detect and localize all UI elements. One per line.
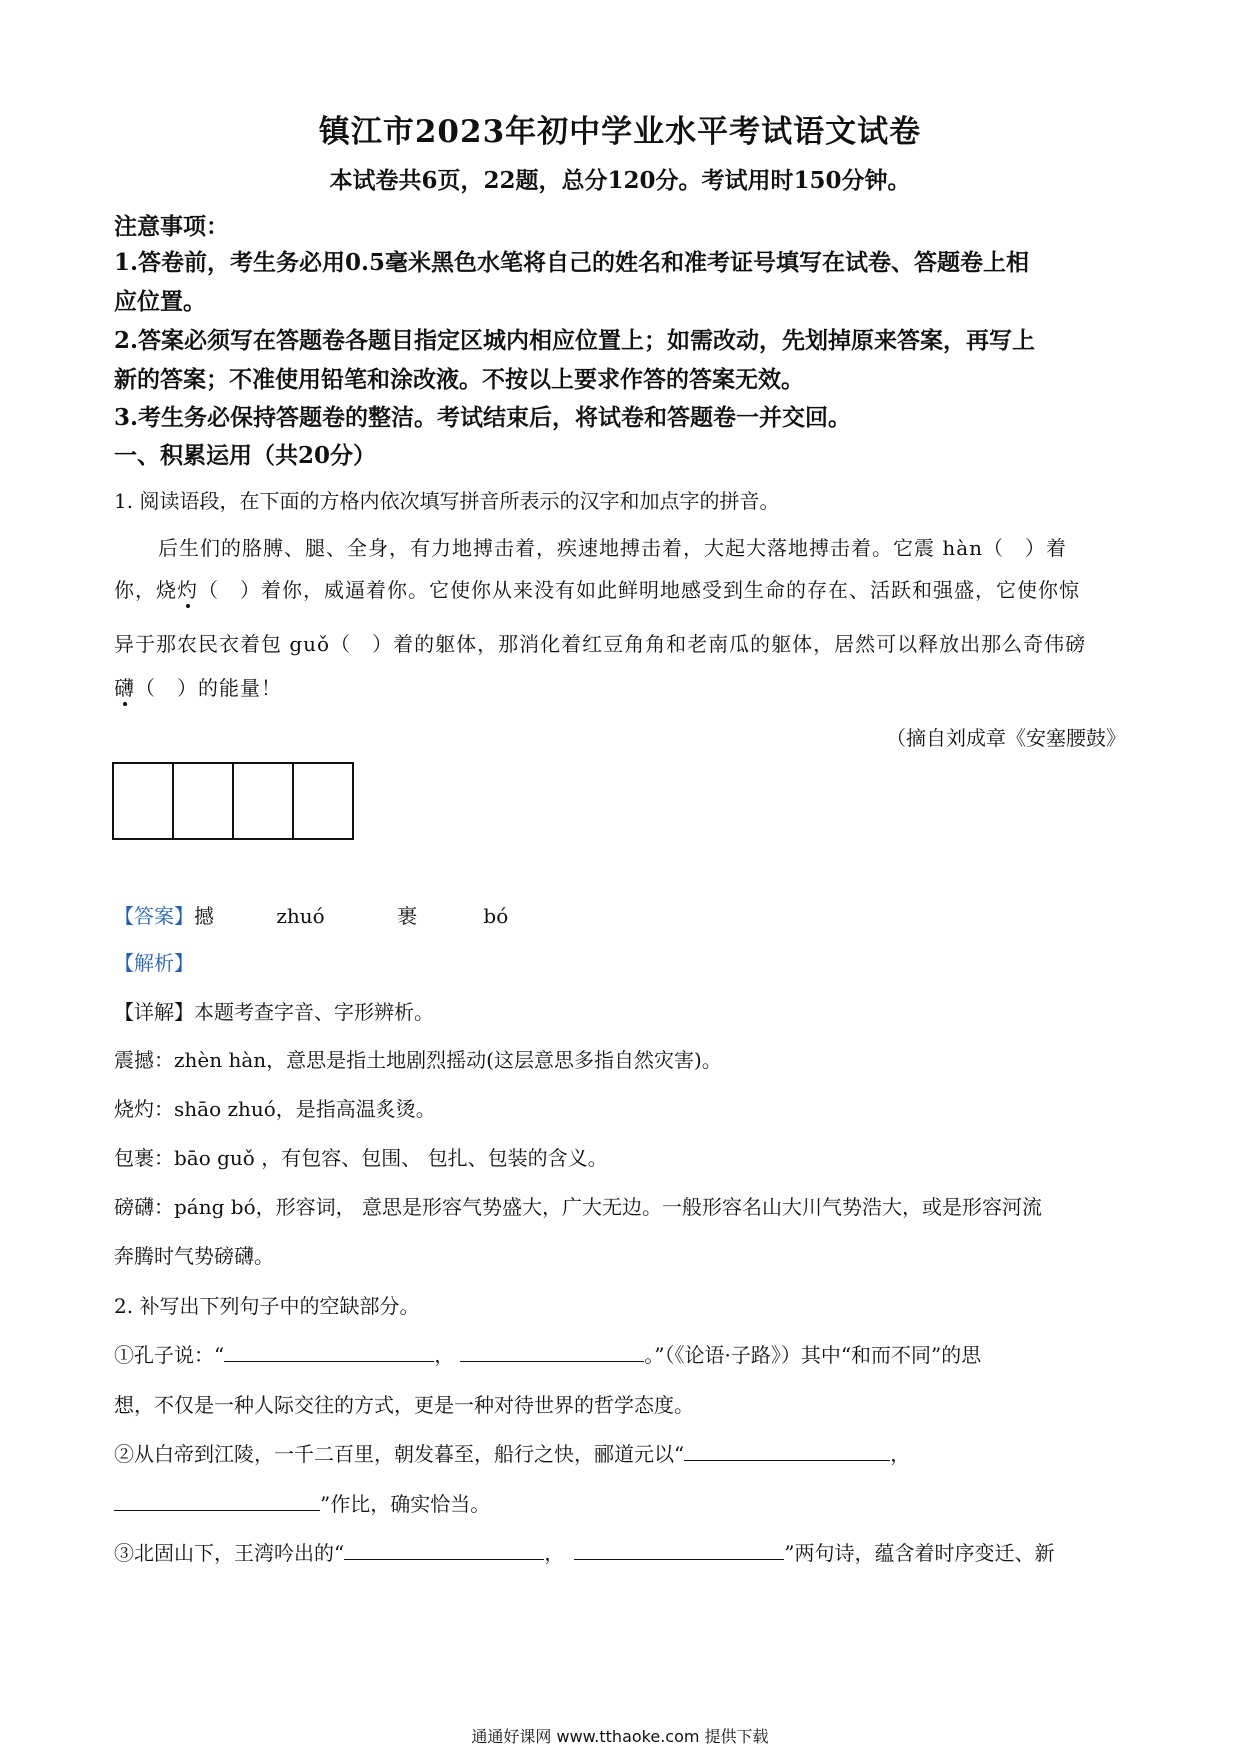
page-subtitle: 本试卷共6页，22题，总分120分。考试用时150分钟。 [329,167,911,194]
note-line-4: 新的答案；不准使用铅笔和涂改液。不按以上要求作答的答案无效。 [114,366,804,393]
note-line-5: 3.考生务必保持答题卷的整洁。考试结束后，将试卷和答题卷一并交回。 [114,404,852,431]
explanation-2: 烧灼：shāo zhuó，是指高温炙烫。 [114,1097,436,1121]
notes-heading: 注意事项： [114,213,229,240]
analysis-label: 【解析】 [114,951,194,975]
answer-2: zhuó [276,904,325,928]
passage-line-3: 异于那农民衣着包 guǒ（ ）着的躯体，那消化着红豆角角和老南瓜的躯体，居然可以释放出那么奇伟磅 [114,632,1087,656]
passage-source: （摘自刘成章《安塞腰鼓》 [886,726,1126,750]
answer-box[interactable] [172,762,234,840]
note-line-1: 1.答卷前，考生务必用0.5毫米黑色水笔将自己的姓名和准考证号填写在试卷、答题卷上相 [114,249,1030,276]
page-footer: 通通好课网 www.tthaoke.com 提供下载 [471,1727,769,1746]
note-line-3: 2.答案必须写在答题卷各题目指定区城内相应位置上；如需改动，先划掉原来答案，再写上 [114,327,1036,354]
answer-box[interactable] [232,762,294,840]
answer-box[interactable] [292,762,354,840]
question-2-stem: 2. 补写出下列句子中的空缺部分。 [114,1294,420,1318]
answer-1: 撼 [194,904,214,928]
answer-line [114,900,508,929]
fill-blank[interactable] [460,1360,644,1362]
answer-3: 裹 [397,904,418,928]
question-2-item-2: ②从白帝到江陵，一千二百里，朝发暮至，船行之快，郦道元以“ ， [114,1442,911,1466]
emphasis-dot-char: 礴 [114,676,135,700]
explanation-3: 包裹：bāo guǒ ，有包容、包围、 包扎、包装的含义。 [114,1146,608,1170]
answer-4: bó [483,904,509,928]
question-2-item-1-cont: 想，不仅是一种人际交往的方式，更是一种对待世界的哲学态度。 [114,1393,694,1417]
explanation-4: 磅礴：páng bó，形容词， 意思是形容气势盛大，广大无边。一般形容名山大川气势浩大，或是形容河流 [114,1195,1042,1219]
explanation-1: 震撼：zhèn hàn，意思是指土地剧烈摇动(这层意思多指自然灾害)。 [114,1048,722,1072]
emphasis-dot-char: 灼 [177,578,198,602]
answer-label: 【答案】 [114,904,194,928]
fill-blank[interactable] [574,1558,784,1560]
fill-blank[interactable] [684,1459,890,1461]
question-2-item-3: ③北固山下，王湾吟出的“ ， ”两句诗，蕴含着时序变迁、新 [114,1541,1055,1565]
detail-line: 【详解】本题考查字音、字形辨析。 [114,1000,434,1024]
fill-blank[interactable] [224,1360,434,1362]
explanation-5: 奔腾时气势磅礴。 [114,1244,274,1268]
question-1-stem: 1. 阅读语段，在下面的方格内依次填写拼音所表示的汉字和加点字的拼音。 [114,489,780,513]
page-title: 镇江市2023年初中学业水平考试语文试卷 [318,114,922,150]
answer-box[interactable] [112,762,174,840]
question-2-item-2-cont: ”作比，确实恰当。 [114,1488,490,1517]
passage-line-2: 你，烧灼（ ）着你，威逼着你。它使你从来没有如此鲜明地感受到生命的存在、活跃和强盛，它使你惊 [114,578,1080,602]
question-2-item-1: ①孔子说：“ ， 。”（《论语·子路》）其中“和而不同”的思 [114,1343,982,1367]
section-heading: 一、积累运用（共20分） [114,442,377,469]
answer-grid[interactable] [112,762,354,840]
passage-line-4: 礴（ ）的能量！ [114,676,282,700]
note-line-2: 应位置。 [114,288,206,315]
fill-blank[interactable] [114,1509,320,1511]
fill-blank[interactable] [344,1558,544,1560]
passage-line-1: 后生们的胳膊、腿、全身，有力地搏击着，疾速地搏击着，大起大落地搏击着。它震 hàn（ ）着 [158,536,1068,560]
